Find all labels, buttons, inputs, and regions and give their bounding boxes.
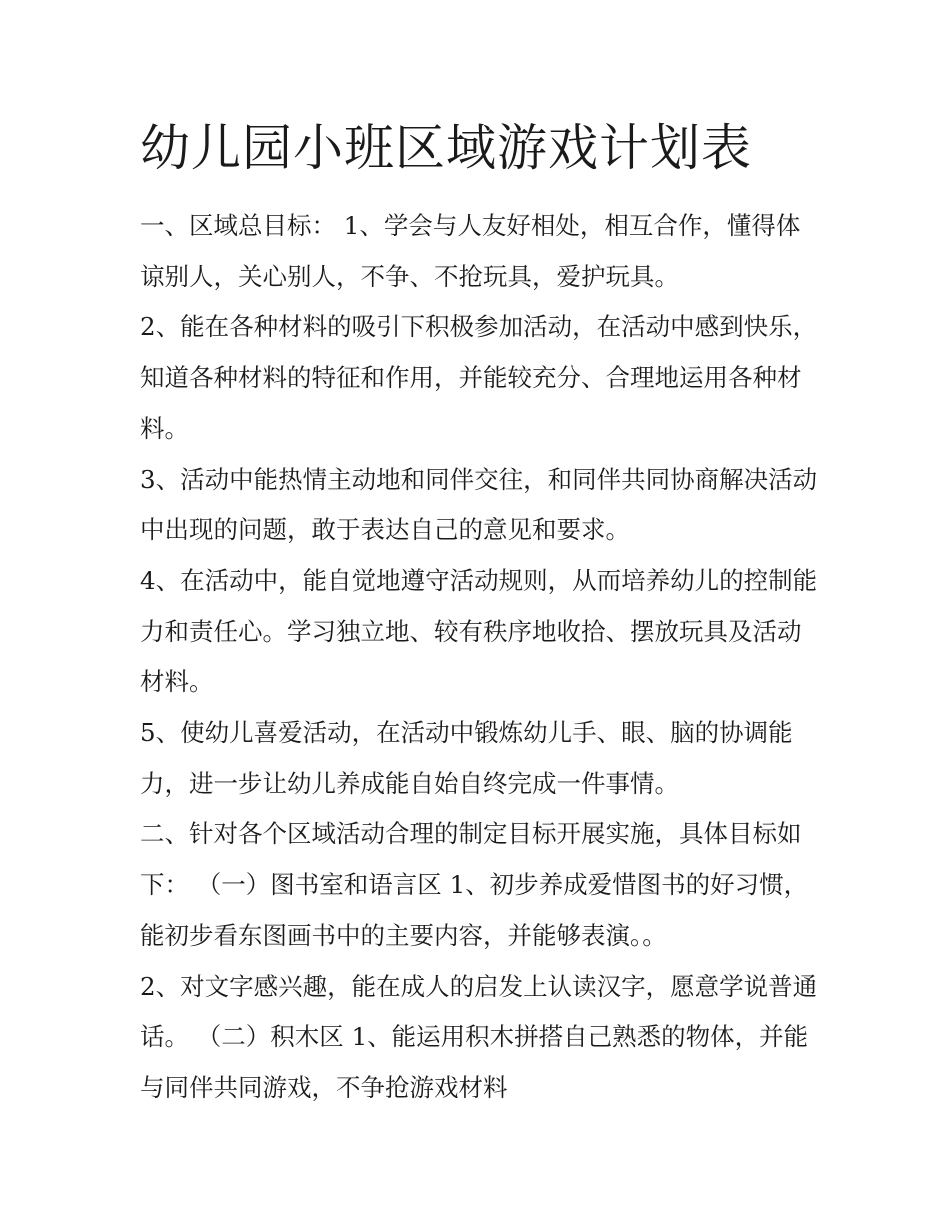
paragraph-goal-3: 3、活动中能热情主动地和同伴交往，和同伴共同协商解决活动中出现的问题，敢于表达自己的意见和要求。 [140,464,818,545]
paragraph-section-2-item-2: 2、对文字感兴趣，能在成人的启发上认读汉字，愿意学说普通话。 （二）积木区 1、能运用积木拼搭自己熟悉的物体，并能与同伴共同游戏，不争抢游戏材料 [140,971,818,1102]
paragraph-goal-5: 5、使幼儿喜爱活动，在活动中锻炼幼儿手、眼、脑的协调能力，进一步让幼儿养成能自始自终完成一件事情。 [140,718,793,798]
document-body [140,201,820,1114]
paragraph-general-goal-1: 一、区域总目标： 1、学会与人友好相处，相互合作，懂得体谅别人，关心别人，不争、不抢玩具，爱护玩具。 [140,211,801,291]
paragraph-section-2: 二、针对各个区域活动合理的制定目标开展实施，具体目标如下： （一）图书室和语言区 1、初步养成爱惜图书的好习惯，能初步看东图画书中的主要内容，并能够表演。。 [140,819,809,950]
paragraph-goal-4: 4、在活动中，能自觉地遵守活动规则，从而培养幼儿的控制能力和责任心。学习独立地、较有秩序地收拾、摆放玩具及活动材料。 [140,565,818,697]
paragraph-goal-2: 2、能在各种材料的吸引下积极参加活动，在活动中感到快乐，知道各种材料的特征和作用，并能较充分、合理地运用各种材料。 [140,312,818,443]
document-title: 幼儿园小班区域游戏计划表 [140,119,752,177]
